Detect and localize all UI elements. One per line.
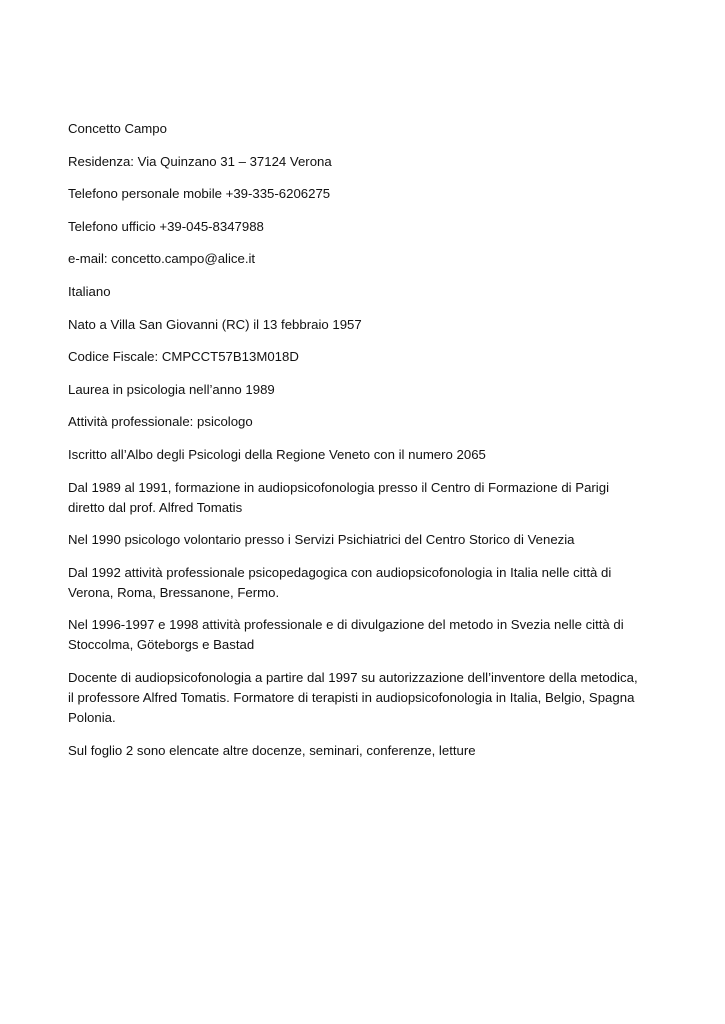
email-line: e-mail: concetto.campo@alice.it [68,251,256,267]
birth-line: Nato a Villa San Giovanni (RC) il 13 febbraio 1957 [68,316,362,332]
nationality-line: Italiano [68,283,111,299]
document-body [68,119,668,773]
mobile-phone-line: Telefono personale mobile +39-335-6206275 [68,186,331,202]
name-line: Concetto Campo [68,121,167,136]
volunteer-paragraph: Nel 1990 psicologo volontario presso i Servizi Psichiatrici del Centro Storico di Venezia [68,532,575,548]
office-phone-line: Telefono ufficio +39-045-8347988 [68,218,264,234]
teaching-paragraph: Docente di audiopsicofonologia a partire dal 1997 su autorizzazione dell’inventore della metodica, il professore Alfred Tomatis. Formatore di terapisti in audiopsicofonologia in Italia, Belgio, Spagna Polonia. [68,669,638,725]
residence-line: Residenza: Via Quinzano 31 – 37124 Verona [68,153,332,169]
tax-code-line: Codice Fiscale: CMPCCT57B13M018D [68,349,299,365]
degree-line: Laurea in psicologia nell’anno 1989 [68,381,275,397]
profession-line: Attività professionale: psicologo [68,414,253,430]
sheet-two-note: Sul foglio 2 sono elencate altre docenze, seminari, conferenze, letture [68,742,476,758]
registry-line: Iscritto all’Albo degli Psicologi della Regione Veneto con il numero 2065 [68,446,486,462]
activity-italy-paragraph: Dal 1992 attività professionale psicopedagogica con audiopsicofonologia in Italia nelle città di Verona, Roma, Bressanone, Fermo. [68,564,612,600]
training-paragraph: Dal 1989 al 1991, formazione in audiopsicofonologia presso il Centro di Formazione di Parigi diretto dal prof. Alfred Tomatis [68,479,609,515]
activity-sweden-paragraph: Nel 1996-1997 e 1998 attività professionale e di divulgazione del metodo in Svezia nelle città di Stoccolma, Göteborgs e Bastad [68,617,624,653]
